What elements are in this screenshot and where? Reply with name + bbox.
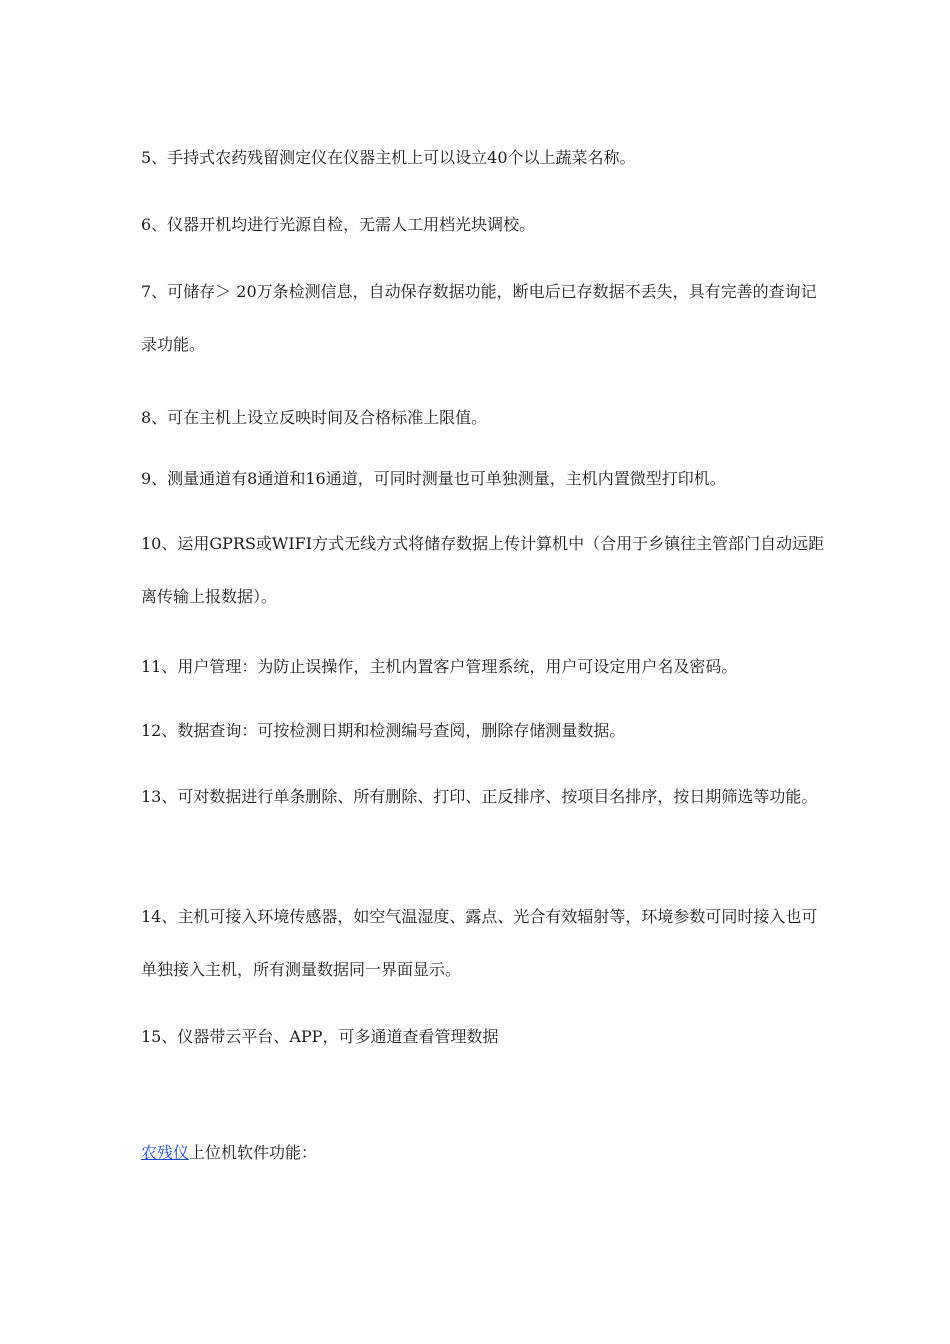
list-item-9: 9、测量通道有8通道和16通道，可同时测量也可单独测量，主机内置微型打印机。 (141, 469, 726, 488)
list-item-7: 7、可储存＞ 20万条检测信息，自动保存数据功能，断电后已存数据不丢失，具有完善的查询记录功能。 (141, 282, 817, 354)
list-item-13: 13、可对数据进行单条删除、所有删除、打印、正反排序、按项目名排序，按日期筛选等功能。 (141, 787, 818, 806)
footer-heading (141, 1126, 831, 1179)
pesticide-analyzer-link[interactable]: 农残仪 (141, 1143, 190, 1162)
list-item-12: 12、数据查询：可按检测日期和检测编号查阅，删除存储测量数据。 (141, 721, 626, 740)
list-item-10: 10、运用GPRS或WIFI方式无线方式将储存数据上传计算机中（合用于乡镇往主管部门自动远距离传输上报数据）。 (141, 534, 825, 606)
list-item-6: 6、仪器开机均进行光源自检，无需人工用档光块调校。 (141, 215, 536, 234)
footer-heading-text: 上位机软件功能： (189, 1143, 318, 1162)
list-item-5: 5、手持式农药残留测定仪在仪器主机上可以设立40个以上蔬菜名称。 (141, 148, 636, 167)
list-item-14: 14、主机可接入环境传感器，如空气温湿度、露点、光合有效辐射等，环境参数可同时接入也可单独接入主机，所有测量数据同一界面显示。 (141, 907, 818, 979)
list-item-8: 8、可在主机上设立反映时间及合格标准上限值。 (141, 408, 488, 427)
list-item-15: 15、仪器带云平台、APP，可多通道查看管理数据 (141, 1027, 499, 1046)
list-item-11: 11、用户管理：为防止误操作，主机内置客户管理系统，用户可设定用户名及密码。 (141, 657, 738, 676)
